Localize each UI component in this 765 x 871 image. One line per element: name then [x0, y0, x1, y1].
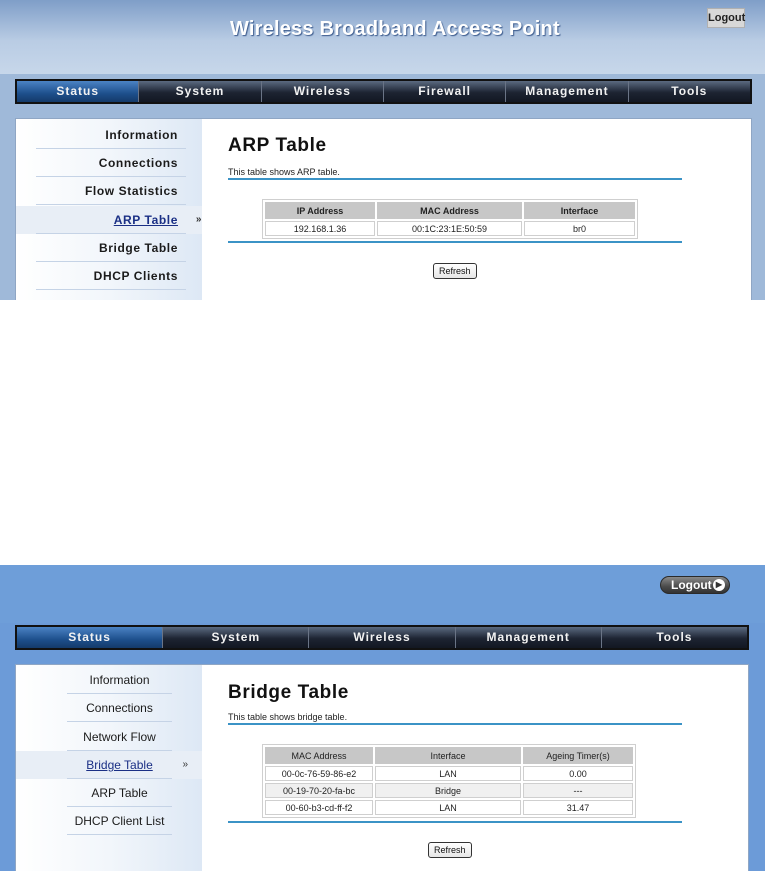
- table-row: [265, 221, 635, 236]
- table-cell: Bridge: [375, 783, 521, 798]
- bridge-table: [262, 744, 636, 818]
- sidebar-item-label: Information: [105, 128, 178, 142]
- table-cell: LAN: [375, 766, 521, 781]
- divider: [228, 723, 682, 725]
- arp-table-screenshot: [0, 0, 765, 300]
- sidebar-item-flow-statistics[interactable]: [36, 177, 186, 205]
- table-cell: 31.47: [523, 800, 633, 815]
- refresh-button[interactable]: Refresh: [433, 263, 477, 279]
- sidebar-item-label: Information: [89, 673, 150, 687]
- page-description: This table shows bridge table.: [228, 712, 348, 722]
- content-panel: [15, 664, 749, 871]
- table-row: [265, 766, 633, 781]
- sidebar-item-dhcp-client-list[interactable]: [67, 807, 172, 835]
- table-cell: 00:1C:23:1E:50:59: [377, 221, 522, 236]
- divider: [228, 241, 682, 243]
- header-banner: [0, 565, 765, 623]
- sidebar-item-connections[interactable]: [67, 694, 172, 722]
- tab-wireless[interactable]: Wireless: [262, 81, 384, 102]
- tab-status[interactable]: Status: [17, 81, 139, 102]
- table-header-row: [265, 202, 635, 219]
- bridge-table-screenshot: [0, 565, 765, 871]
- table-cell: ---: [523, 783, 633, 798]
- sidebar: [16, 665, 202, 871]
- column-header: MAC Address: [265, 747, 373, 764]
- sidebar-item-bridge-table[interactable]: [67, 751, 188, 779]
- header-banner: [0, 0, 765, 74]
- tab-management[interactable]: Management: [456, 627, 602, 648]
- tab-tools[interactable]: Tools: [671, 84, 708, 98]
- table-cell: 192.168.1.36: [265, 221, 375, 236]
- logout-button[interactable]: [660, 576, 730, 594]
- logout-label: Logout: [671, 578, 712, 592]
- table-cell: LAN: [375, 800, 521, 815]
- sidebar-item-arp-table[interactable]: [36, 206, 202, 234]
- sidebar-item-arp-table[interactable]: [67, 779, 172, 807]
- sidebar-item-network-flow[interactable]: [67, 723, 172, 751]
- tab-status[interactable]: Status: [17, 627, 163, 648]
- table-header-row: [265, 747, 633, 764]
- sidebar-item-label: Bridge Table: [86, 758, 153, 772]
- tab-wireless[interactable]: Wireless: [309, 627, 455, 648]
- table-cell: br0: [524, 221, 635, 236]
- product-title: Wireless Broadband Access Point: [230, 18, 560, 40]
- content-panel: [15, 118, 752, 300]
- logout-button[interactable]: Logout: [707, 8, 745, 28]
- sidebar-item-label: Connections: [86, 701, 153, 715]
- column-header: MAC Address: [377, 202, 522, 219]
- sidebar-item-label: Network Flow: [83, 730, 156, 744]
- sidebar-item-label: DHCP Client List: [74, 814, 165, 828]
- table-cell: 0.00: [523, 766, 633, 781]
- arp-table: [262, 199, 638, 239]
- main-nav: [15, 625, 749, 650]
- table-cell: 00-19-70-20-fa-bc: [265, 783, 373, 798]
- sidebar-item-information[interactable]: [67, 666, 172, 694]
- sidebar-item-label: Connections: [98, 156, 178, 170]
- page-title: ARP Table: [228, 135, 327, 156]
- sidebar-item-label: ARP Table: [91, 786, 148, 800]
- sidebar-item-dhcp-clients[interactable]: [36, 262, 186, 290]
- sidebar-item-bridge-table[interactable]: [36, 234, 186, 262]
- refresh-button[interactable]: Refresh: [428, 842, 472, 858]
- play-arrow-icon: ▶: [713, 579, 725, 591]
- column-header: Interface: [375, 747, 521, 764]
- page-description: This table shows ARP table.: [228, 167, 340, 177]
- double-chevron-right-icon: »: [182, 759, 188, 770]
- tab-system[interactable]: System: [163, 627, 309, 648]
- tab-tools[interactable]: Tools: [656, 630, 693, 644]
- tab-management[interactable]: Management: [506, 81, 628, 102]
- table-row: [265, 800, 633, 815]
- sidebar-item-label: ARP Table: [113, 213, 178, 227]
- sidebar-item-connections[interactable]: [36, 149, 186, 177]
- sidebar-item-label: DHCP Clients: [93, 269, 178, 283]
- table-row: [265, 783, 633, 798]
- divider: [228, 178, 682, 180]
- double-chevron-right-icon: »: [195, 214, 202, 225]
- sidebar-item-label: Bridge Table: [99, 241, 178, 255]
- column-header: Interface: [524, 202, 635, 219]
- tab-firewall[interactable]: Firewall: [384, 81, 506, 102]
- sidebar-item-label: Flow Statistics: [84, 184, 178, 198]
- page-title: Bridge Table: [228, 682, 349, 703]
- divider: [228, 821, 682, 823]
- tab-system[interactable]: System: [139, 81, 261, 102]
- main-nav: [15, 79, 752, 104]
- column-header: IP Address: [265, 202, 375, 219]
- sidebar: [16, 119, 202, 300]
- column-header: Ageing Timer(s): [523, 747, 633, 764]
- table-cell: 00-0c-76-59-86-e2: [265, 766, 373, 781]
- table-cell: 00-60-b3-cd-ff-f2: [265, 800, 373, 815]
- sidebar-item-information[interactable]: [36, 121, 186, 149]
